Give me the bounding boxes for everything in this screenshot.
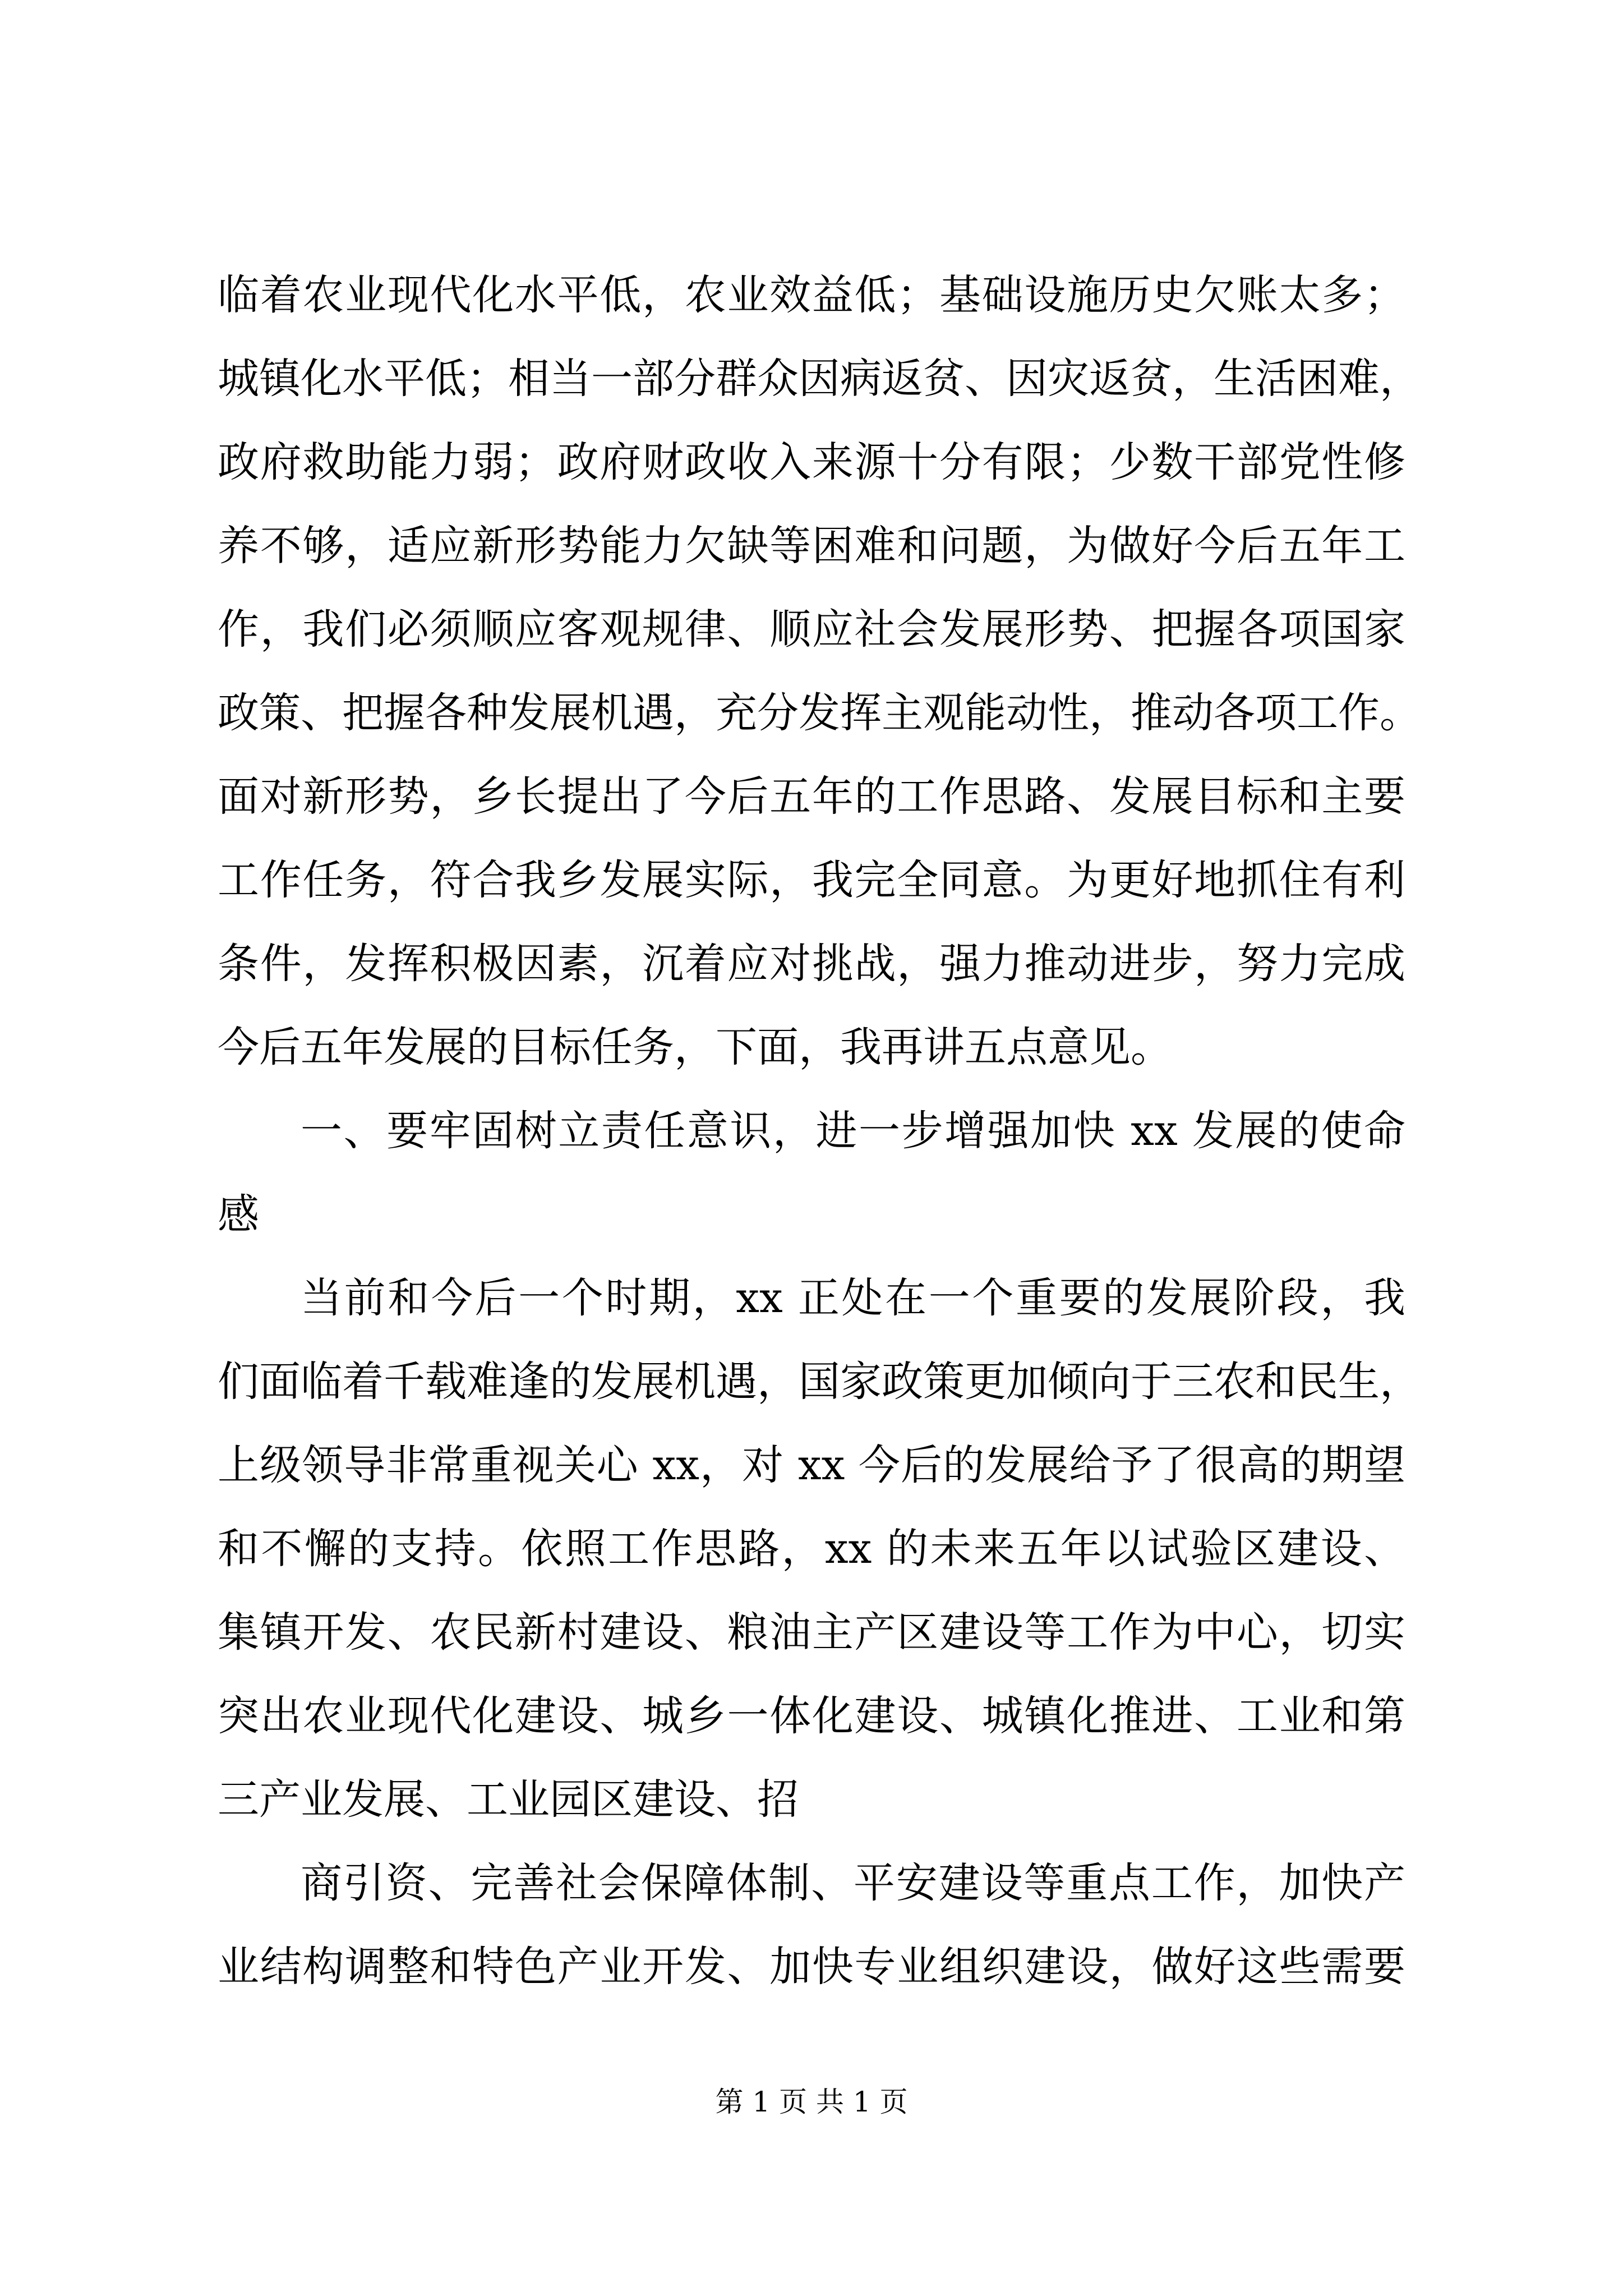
document-body <box>218 254 1421 2009</box>
body-line: 工作任务，符合我乡发展实际，我完全同意。为更好地抓住有利 <box>218 856 1405 904</box>
body-line: 业结构调整和特色产业开发、加快专业组织建设，做好这些需要 <box>218 1943 1405 1991</box>
body-line: 今后五年发展的目标任务，下面，我再讲五点意见。 <box>218 1023 1172 1071</box>
body-line: 当前和今后一个时期，xx 正处在一个重要的发展阶段，我 <box>301 1274 1405 1322</box>
body-line: 和不懈的支持。依照工作思路，xx 的未来五年以试验区建设、 <box>218 1525 1405 1573</box>
section-heading-line: 感 <box>218 1190 259 1239</box>
body-line: 政策、把握各种发展机遇，充分发挥主观能动性，推动各项工作。 <box>218 689 1421 737</box>
body-line: 上级领导非常重视关心 xx，对 xx 今后的发展给予了很高的期望 <box>218 1441 1405 1489</box>
body-line: 商引资、完善社会保障体制、平安建设等重点工作，加快产 <box>301 1859 1405 1907</box>
body-line: 城镇化水平低；相当一部分群众因病返贫、因灾返贫，生活困难， <box>218 355 1421 403</box>
body-line: 们面临着千载难逢的发展机遇，国家政策更加倾向于三农和民生， <box>218 1358 1421 1406</box>
section-heading-line: 一、要牢固树立责任意识，进一步增强加快 xx 发展的使命 <box>301 1107 1405 1155</box>
page-footer: 第 1 页 共 1 页 <box>715 2086 908 2118</box>
body-line: 临着农业现代化水平低，农业效益低；基础设施历史欠账太多； <box>218 271 1405 319</box>
body-line: 条件，发挥积极因素，沉着应对挑战，强力推动进步，努力完成 <box>218 940 1405 988</box>
body-line: 养不够，适应新形势能力欠缺等困难和问题，为做好今后五年工 <box>218 522 1405 570</box>
body-line: 面对新形势，乡长提出了今后五年的工作思路、发展目标和主要 <box>218 772 1405 821</box>
body-line: 集镇开发、农民新村建设、粮油主产区建设等工作为中心，切实 <box>218 1608 1405 1657</box>
body-line: 作，我们必须顺应客观规律、顺应社会发展形势、把握各项国家 <box>218 605 1405 654</box>
body-line: 突出农业现代化建设、城乡一体化建设、城镇化推进、工业和第 <box>218 1692 1405 1740</box>
body-line: 三产业发展、工业园区建设、招 <box>218 1775 799 1824</box>
body-line: 政府救助能力弱；政府财政收入来源十分有限；少数干部党性修 <box>218 438 1405 486</box>
